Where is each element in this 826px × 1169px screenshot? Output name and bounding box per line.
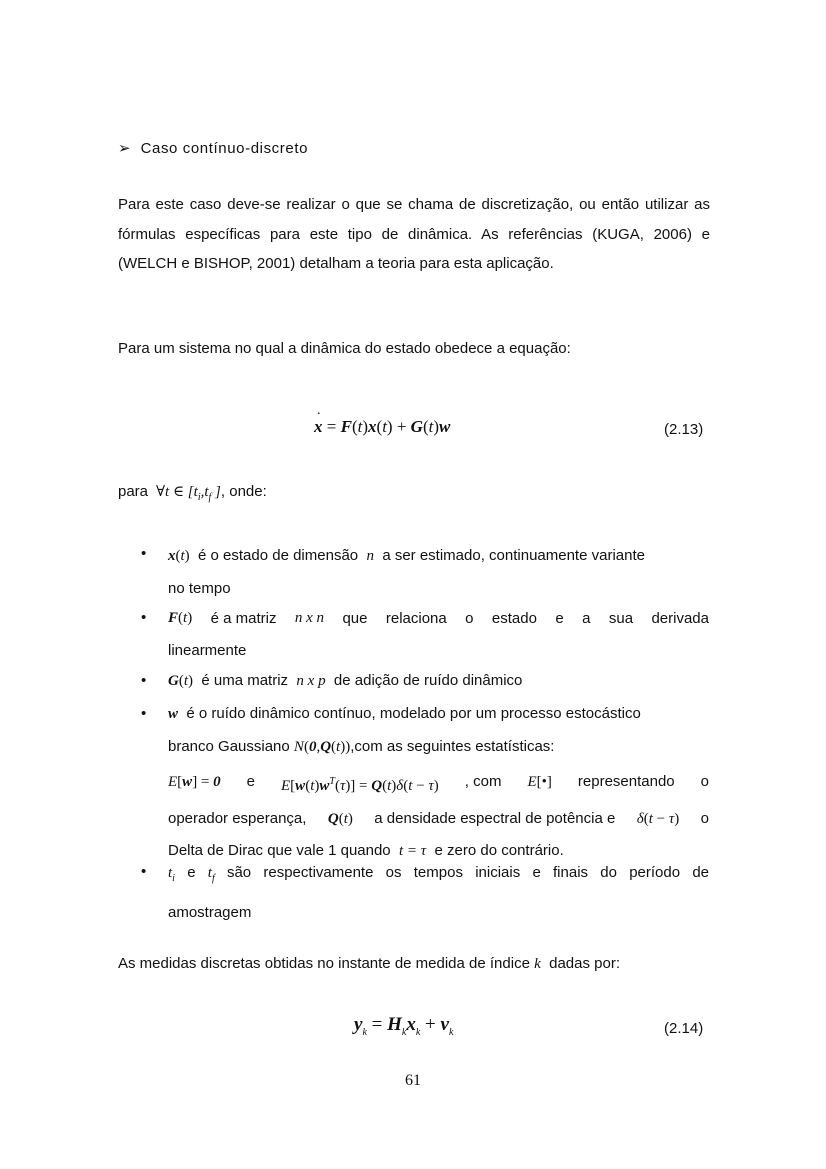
bullet-dot: •	[141, 545, 147, 562]
list-item-1: x(t) é o estado de dimensão n a ser estimado, continuamente variante no tempo	[168, 547, 645, 597]
list-item-4: w é o ruído dinâmico contínuo, modelado por um processo estocástico branco Gaussiano N(0,Q(t)),com as seguintes estatísticas: E[w] = 0 e $E[w(t)w^T(\tau)] = Q(t)\delta(t - \tau)$ , com E[•] representando o operador esperança, Q(t) a densidade espectral de potência e δ(t − τ) o Delta de Dirac que vale 1 quando t = τ e zero do contrário.	[168, 705, 709, 859]
equation-rhs: = F(t)x(t) + G(t)w	[326, 417, 451, 436]
equation-number-2-13: (2.13)	[664, 421, 704, 438]
bullet-dot: •	[141, 705, 147, 722]
paragraph-1: Para este caso deve-se realizar o que se chama de discretização, ou então utilizar as fórmulas específicas para este tipo de dinâmica. As referências (KUGA, 2006) e (WELCH e BISHOP, 2001) detalham a teoria para esta aplicação.	[118, 196, 710, 272]
domain-math: ∀t ∈ [$t_i,t_f$ ]	[152, 484, 221, 503]
list-item-2: F(t) é a matriz n x n que relaciona o estado e a sua derivada linearmente	[168, 610, 709, 659]
list-item-3: G(t) é uma matriz n x p de adição de ruído dinâmico	[168, 672, 523, 689]
section-title: Caso contínuo-discreto	[140, 140, 309, 157]
equation-lhs: x	[314, 417, 323, 436]
equation-2-13: . x = F(t)x(t) + G(t)w	[314, 403, 451, 436]
bullet-dot: •	[141, 863, 147, 880]
section-heading	[118, 139, 308, 157]
equation-number-2-14: (2.14)	[664, 1020, 704, 1037]
arrow-bullet-icon: ➢	[118, 140, 131, 157]
page-number: 61	[405, 1072, 421, 1089]
list-item-5: $t_i$ e $t_f$ são respectivamente os tempos iniciais e finais do período de amostragem	[168, 864, 709, 921]
bullet-dot: •	[141, 609, 147, 626]
domain-statement: para ∀t ∈ [$t_i,t_f$ ], onde:	[118, 483, 267, 503]
paragraph-2: Para um sistema no qual a dinâmica do estado obedece a equação:	[118, 340, 571, 357]
paragraph-3: As medidas discretas obtidas no instante de medida de índice k dadas por:	[118, 955, 620, 972]
equation-2-14: $y_k = H_kx_k + v_k$	[354, 1014, 454, 1038]
bullet-dot: •	[141, 672, 147, 689]
